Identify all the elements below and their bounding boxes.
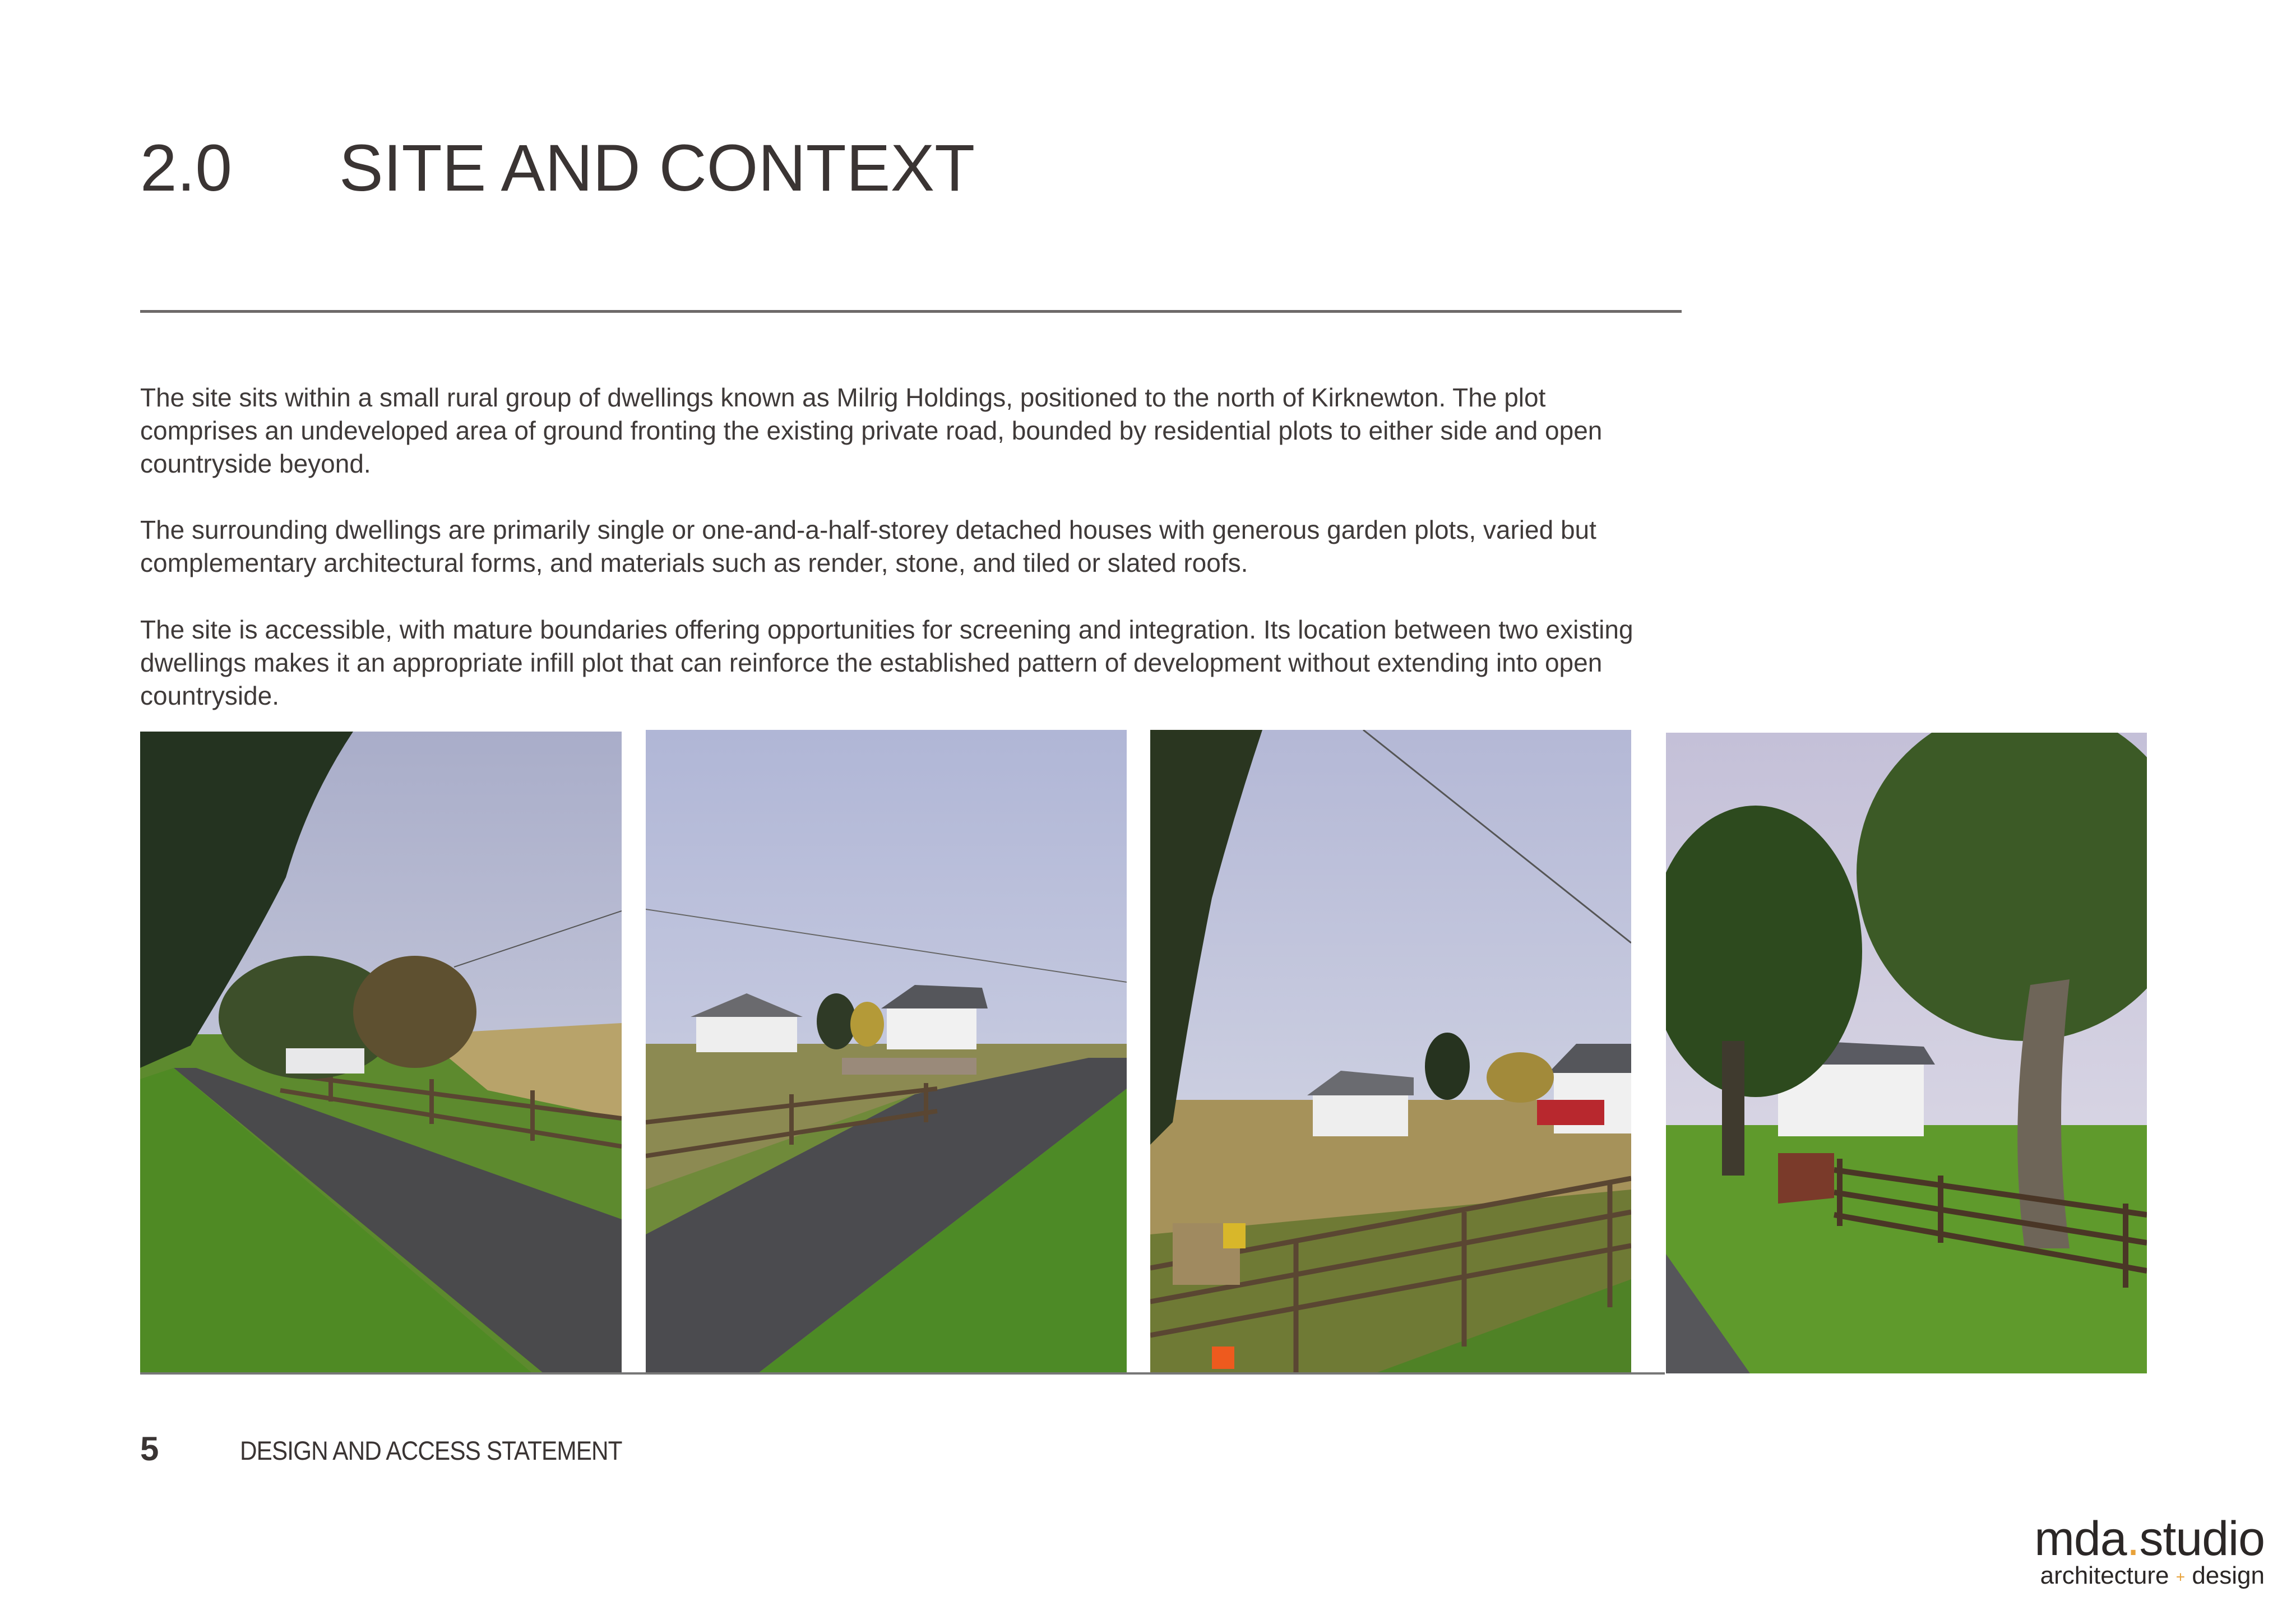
paragraph-site-description: The site sits within a small rural group of dwellings known as Milrig Holdings, positioned to the north of Kirknewton. The plot comprises an undeveloped area of ground fronting the existing private road, bounded by residential plots to either side and open countryside beyond. (140, 383, 1603, 478)
photo-strip-baseline (140, 1372, 1665, 1375)
section-number: 2.0 (140, 131, 233, 205)
paragraph-surrounding-dwellings: The surrounding dwellings are primarily single or one-and-a-half-storey detached houses with generous garden plots, varied but complementary architectural forms, and materials such as render, stone, and tiled or slated roofs. (140, 515, 1596, 577)
logo-wordmark: mda.studio (2034, 1512, 2265, 1566)
site-photo-field (1150, 730, 1631, 1373)
site-photo-junction (646, 730, 1127, 1373)
section-title: SITE AND CONTEXT (339, 131, 975, 205)
document-title: DESIGN AND ACCESS STATEMENT (240, 1436, 622, 1465)
site-photo-garden (1666, 733, 2147, 1373)
studio-logo (1996, 1514, 2265, 1591)
logo-tagline: architecture + design (2040, 1562, 2265, 1589)
site-photo-road-left (140, 732, 622, 1373)
paragraph-accessibility: The site is accessible, with mature boundaries offering opportunities for screening and integration. Its location between two existing dwellings makes it an appropriate infill plot that can reinforce the established pattern of development without extending into open countryside. (140, 615, 1633, 710)
heading-divider (140, 310, 1682, 313)
page-number: 5 (140, 1430, 159, 1468)
